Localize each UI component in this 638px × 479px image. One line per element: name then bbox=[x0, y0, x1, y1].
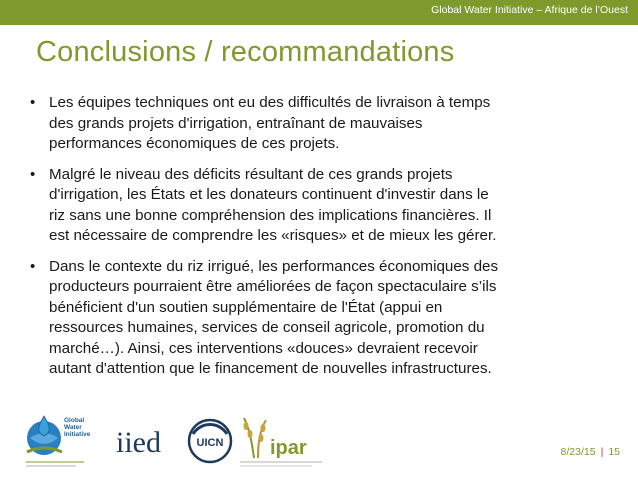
bullet-line: ressources humaines, services de conseil agricole, promotion du bbox=[49, 319, 485, 336]
header-banner-text: Global Water Initiative – Afrique de l’Ouest bbox=[431, 4, 628, 16]
svg-text:iied: iied bbox=[116, 426, 161, 459]
global-water-initiative-logo-icon bbox=[24, 408, 91, 470]
bullet-list bbox=[30, 93, 605, 390]
svg-text:Global: Global bbox=[64, 417, 85, 424]
svg-text:Water: Water bbox=[64, 424, 82, 431]
header-bar bbox=[0, 0, 638, 25]
bullet-line: est nécessaire de comprendre les «risques» et de mieux les gérer. bbox=[49, 227, 497, 244]
bullet-line: Dans le contexte du riz irrigué, les performances économiques des bbox=[49, 257, 499, 275]
svg-text:ipar: ipar bbox=[270, 437, 307, 459]
partner-logos bbox=[24, 408, 324, 472]
bullet-line: producteurs pourraient être améliorées de façon spectaculaire s’ils bbox=[49, 278, 497, 295]
bullet-line: marché…). Ainsi, ces interventions «douces» devraient recevoir bbox=[49, 339, 478, 357]
bullet-marker-icon: • bbox=[30, 257, 36, 275]
svg-text:UICN: UICN bbox=[196, 437, 224, 449]
bullet-line: d'irrigation, les États et les donateurs continuent d'investir dans le bbox=[49, 186, 489, 203]
bullet-item bbox=[30, 93, 605, 155]
bullet-line: riz sans une bonne compréhension des implications financières. Il bbox=[49, 206, 492, 224]
uicn-logo-icon bbox=[187, 418, 233, 464]
ipar-logo-icon bbox=[236, 414, 326, 470]
bullet-item bbox=[30, 165, 605, 247]
bullet-line: Les équipes techniques ont eu des difficultés de livraison à temps bbox=[49, 94, 491, 111]
iied-logo-icon bbox=[112, 420, 180, 462]
svg-text:Initiative: Initiative bbox=[64, 431, 91, 438]
slide-date: 8/23/15 bbox=[560, 446, 596, 458]
bullet-marker-icon: • bbox=[30, 94, 36, 111]
bullet-line: Malgré le niveau des déficits résultant de ces grands projets bbox=[49, 165, 453, 183]
slide-page-number: 15 bbox=[608, 446, 620, 458]
footer-separator: | bbox=[600, 446, 604, 458]
bullet-marker-icon: • bbox=[30, 165, 36, 183]
bullet-line: des grands projets d'irrigation, entraînant de mauvaises bbox=[49, 114, 423, 132]
bullet-line: bénéficient d'un soutien supplémentaire de l'État (appui en bbox=[49, 298, 443, 316]
bullet-line: performances économiques de ces projets. bbox=[49, 135, 340, 152]
slide-title: Conclusions / recommandations bbox=[36, 36, 455, 68]
slide-footer bbox=[561, 446, 620, 458]
bullet-line: autant d'attention que le financement de nouvelles infrastructures. bbox=[49, 360, 492, 377]
bullet-item bbox=[30, 257, 605, 380]
